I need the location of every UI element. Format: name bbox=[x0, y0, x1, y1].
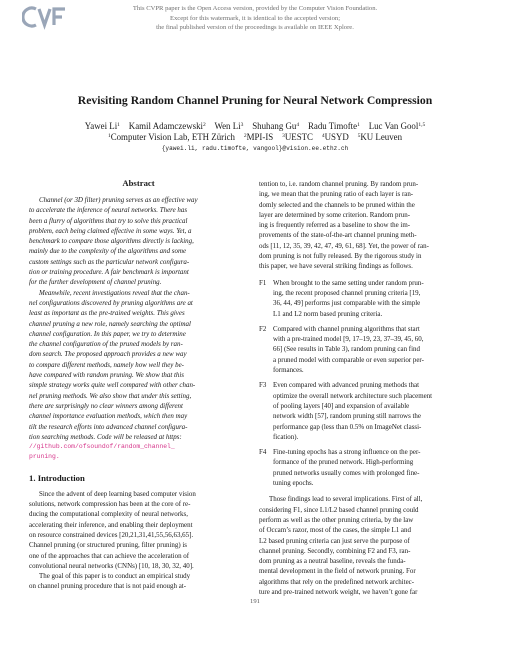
author-name: Yawei Li bbox=[84, 121, 118, 131]
right-column bbox=[259, 179, 480, 597]
finding-text bbox=[273, 447, 480, 488]
finding-item bbox=[259, 324, 480, 375]
author-aff: 2 bbox=[202, 122, 206, 128]
text-line: formances. bbox=[273, 366, 304, 375]
cvf-banner bbox=[90, 4, 420, 33]
finding-text bbox=[273, 324, 480, 375]
text-line: channel importance evaluation methods, which then may bbox=[29, 412, 188, 421]
text-line: L2 based pruning criteria can just serve the purpose of bbox=[259, 536, 410, 545]
banner-line: Except for this watermark, it is identical to the accepted version; bbox=[169, 14, 341, 22]
intro-paragraph bbox=[29, 571, 248, 592]
text-line: tuning epochs. bbox=[273, 479, 314, 488]
text-line: ing, the recent proposed channel pruning criteria [19, bbox=[273, 288, 421, 297]
text-line: mental development in the field of network pruning. For bbox=[259, 567, 416, 576]
text-line: tion searching methods. Code will be released at https: bbox=[29, 432, 182, 441]
finding-item bbox=[259, 447, 480, 488]
affiliation-num: 4 bbox=[321, 132, 325, 139]
author-aff: 1 bbox=[357, 122, 360, 128]
author-name: Radu Timofte bbox=[308, 121, 358, 131]
text-line: Compared with channel pruning algorithms that start bbox=[273, 324, 420, 333]
author-email: {yawei.li, radu.timofte, vangool}@vision.ee.ethz.ch bbox=[161, 145, 349, 152]
text-line: dom search. The proposed approach provides a new way bbox=[29, 350, 187, 359]
left-column bbox=[29, 178, 248, 592]
text-line: on resource constrained devices [20,21,31,41,55,56,63,65]. bbox=[29, 530, 194, 539]
text-line: provements of the state-of-the-art channel pruning meth- bbox=[259, 231, 417, 240]
text-line: formance of the pruned network. High-performing bbox=[273, 458, 414, 467]
author-names bbox=[0, 121, 510, 132]
finding-label: F1 bbox=[259, 278, 267, 287]
text-line: When brought to the same setting under random prun- bbox=[273, 278, 424, 287]
text-line: least as important as the pre-trained weights. This gives bbox=[29, 309, 185, 318]
text-line: The goal of this paper is to conduct an empirical study bbox=[39, 572, 191, 581]
text-line: L1 and L2 norm based pruning criteria. bbox=[273, 309, 383, 318]
text-line: channel pruning. Secondly, combining F2 and F3, ran- bbox=[259, 546, 411, 555]
text-line: tion or training procedure. A fair benchmark is important bbox=[29, 268, 189, 277]
text-line: this paper, we have several striking findings as follows. bbox=[259, 262, 413, 271]
text-line: performance gap (less than 0.5% on ImageNet classi- bbox=[273, 422, 422, 431]
text-line: to compare different methods, namely how well they be- bbox=[29, 360, 184, 369]
paper-title: Revisiting Random Channel Pruning for Neural Network Compression bbox=[77, 94, 433, 107]
text-line: ods [11, 12, 35, 39, 42, 47, 49, 61, 68]. Yet, the power of ran- bbox=[259, 241, 429, 250]
affiliation-name: USYD bbox=[324, 131, 349, 142]
text-line: tilt the research efforts into advanced channel configura- bbox=[29, 422, 188, 431]
affiliation-num: 3 bbox=[282, 132, 285, 139]
abstract-body bbox=[29, 195, 248, 463]
author-name: Luc Van Gool bbox=[368, 121, 419, 131]
affiliation-name: UESTC bbox=[284, 131, 313, 142]
text-line: Even compared with advanced pruning methods that bbox=[273, 381, 420, 390]
affiliation-name: KU Leuven bbox=[360, 131, 403, 142]
text-line: been a flurry of algorithms that try to solve this practical bbox=[29, 216, 188, 225]
banner-line: the final published version of the proceedings is available on IEEE Xplore. bbox=[156, 24, 354, 32]
finding-label: F2 bbox=[259, 324, 267, 333]
abstract-paragraph bbox=[29, 195, 248, 288]
text-line: on channel pruning procedure that is not paid enough at- bbox=[29, 582, 187, 591]
affiliation-line bbox=[0, 132, 510, 143]
finding-text bbox=[273, 278, 480, 319]
finding-item bbox=[259, 278, 480, 319]
text-line: network width [57], random pruning still narrows the bbox=[273, 412, 421, 421]
text-line: to accelerate the inference of neural networks. There has bbox=[29, 206, 188, 215]
author-aff: 4 bbox=[296, 122, 300, 128]
text-line: dom pruning is not fully released. By the rigorous study in bbox=[259, 252, 422, 261]
finding-label: F3 bbox=[259, 381, 267, 390]
text-line: pruned networks usually comes with prolonged fine- bbox=[273, 468, 420, 477]
text-line: custom settings such as the particular network configura- bbox=[29, 257, 190, 266]
text-line: 36, 44, 49] performs just comparable with the simple bbox=[273, 299, 421, 308]
abstract-paragraph bbox=[29, 288, 248, 463]
text-line: layer are determined by some criterion. Random prun- bbox=[259, 210, 411, 219]
author-block bbox=[0, 121, 510, 142]
affiliation-num: 5 bbox=[357, 132, 361, 139]
introduction-body bbox=[29, 489, 248, 592]
text-line: benchmark to compare those algorithms directly is lacking, bbox=[29, 237, 194, 246]
author-name: Kamil Adamczewski bbox=[128, 121, 203, 131]
finding-item bbox=[259, 380, 480, 442]
text-line: ture and pre-trained network weight, we haven’t gone far bbox=[259, 587, 418, 596]
text-line: nel configurations discovered by pruning algorithms are at bbox=[29, 298, 193, 307]
code-link[interactable]: pruning. bbox=[29, 453, 60, 461]
text-line: Those findings lead to several implications. First of all, bbox=[269, 495, 423, 504]
page-number: 191 bbox=[250, 598, 260, 605]
affiliation-name: Computer Vision Lab, ETH Zürich bbox=[110, 131, 235, 142]
text-line: channel pruning a new role, namely searching the optimal bbox=[29, 319, 191, 328]
author-aff: 1 bbox=[117, 122, 120, 128]
text-line: problem, each being claimed effective in some ways. Yet, a bbox=[29, 226, 192, 235]
text-line: ing is frequently referred as a baseline to show the im- bbox=[259, 221, 411, 230]
text-line: perform as well as the other pruning criteria, by the law bbox=[259, 515, 414, 524]
text-line: dom pruning as a neutral baseline, reveals the funda- bbox=[259, 557, 406, 566]
author-name: Wen Li bbox=[214, 121, 241, 131]
text-line: with a pre-trained model [9, 17–19, 23, 37–39, 45, 60, bbox=[273, 335, 424, 344]
text-line: ing, we mean that the pruning ratio of each layer is ran- bbox=[259, 190, 414, 199]
cvf-logo bbox=[22, 4, 70, 30]
text-line: fication). bbox=[273, 432, 299, 441]
affiliation-num: 2 bbox=[243, 132, 247, 139]
affiliation-num: 1 bbox=[107, 132, 111, 139]
abstract-heading: Abstract bbox=[122, 178, 155, 188]
text-line: Fine-tuning epochs has a strong influence on the per- bbox=[273, 448, 421, 457]
text-line: channel configuration. In this paper, we try to determine bbox=[29, 329, 186, 338]
text-line: of Occam’s razor, most of the cases, the simple L1 and bbox=[259, 526, 411, 535]
text-line: algorithms that rely on the predefined network architec- bbox=[259, 577, 415, 586]
author-aff: 3 bbox=[240, 122, 244, 128]
intro-paragraph bbox=[29, 489, 248, 571]
text-line: considering F1, since L1/L2 based channel pruning could bbox=[259, 505, 419, 514]
text-line: ducing the computational complexity of neural networks, bbox=[29, 510, 188, 519]
text-line: the channel configuration of the pruned models by ran- bbox=[29, 340, 183, 349]
right-paragraph bbox=[259, 179, 480, 272]
text-line: for the further development of channel pruning. bbox=[29, 278, 162, 287]
affiliation-name: MPI-IS bbox=[246, 131, 274, 142]
text-line: convolutional neural networks (CNNs) [10, 18, 30, 32, 40]. bbox=[29, 561, 194, 570]
text-line: Meanwhile, recent investigations reveal that the chan- bbox=[39, 288, 190, 297]
text-line: a pruned model with comparable or even superior per- bbox=[273, 355, 424, 364]
text-line: nel pruning methods. We also show that under this setting, bbox=[29, 391, 192, 400]
finding-text bbox=[273, 380, 480, 442]
code-link[interactable]: //github.com/ofsoundof/random_channel_ bbox=[29, 443, 175, 451]
text-line: one of the approaches that can achieve the acceleration of bbox=[29, 551, 190, 560]
text-line: accelerating their inference, and enabling their deployment bbox=[29, 520, 193, 529]
text-line: have compared with random pruning. We show that this bbox=[29, 371, 184, 380]
text-line: mainly due to the complexity of the algorithms and some bbox=[29, 247, 187, 256]
text-line: Since the advent of deep learning based computer vision bbox=[39, 489, 196, 498]
text-line: 66] (See results in Table 3), random pruning can find bbox=[273, 345, 420, 354]
text-line: tention to, i.e. random channel pruning. By random prun- bbox=[259, 180, 419, 188]
author-name: Shuhang Gu bbox=[252, 121, 297, 131]
right-paragraph bbox=[259, 494, 480, 597]
text-line: Channel (or 3D filter) pruning serves as an effective way bbox=[39, 196, 198, 204]
text-line: solutions, network compression has been at the core of re- bbox=[29, 500, 191, 509]
finding-label: F4 bbox=[259, 448, 267, 457]
text-line: optimize the overall network architecture such placement bbox=[273, 391, 433, 400]
findings-list bbox=[259, 278, 480, 489]
text-line: domly selected and the channels to be pruned within the bbox=[259, 200, 415, 209]
text-line: there are surprisingly no clear winners among different bbox=[29, 401, 183, 410]
banner-line: This CVPR paper is the Open Access version, provided by the Computer Vision Foundation. bbox=[132, 5, 378, 12]
text-line: of pooling layers [40] and expansion of available bbox=[273, 401, 410, 410]
author-aff: 1,5 bbox=[418, 122, 426, 128]
text-line: Channel pruning (or structured pruning, filter pruning) is bbox=[29, 541, 187, 550]
section-heading-introduction: 1. Introduction bbox=[29, 472, 85, 483]
text-line: simple strategy works quite well compared with other chan- bbox=[29, 381, 196, 390]
